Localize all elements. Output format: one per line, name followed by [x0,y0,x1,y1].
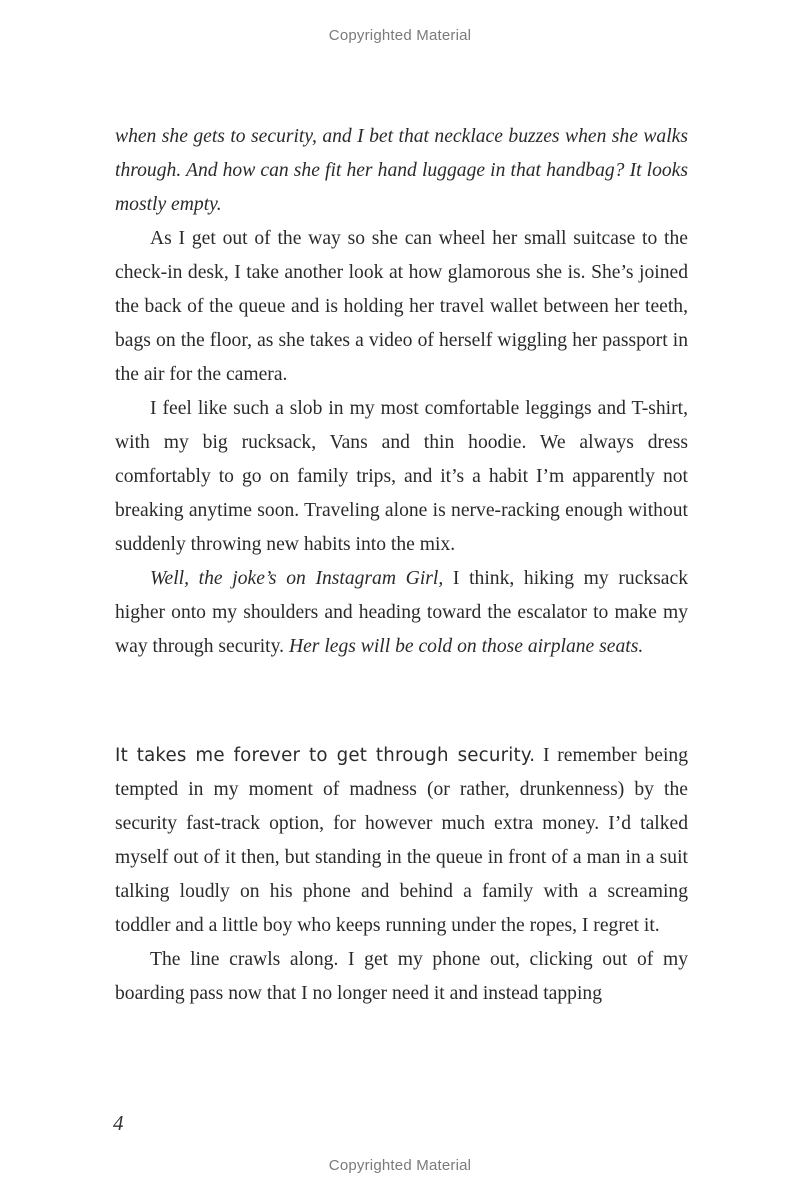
page-number: 4 [113,1111,124,1135]
paragraph-4 [115,562,688,664]
paragraph-1-italic: when she gets to security, and I bet that necklace buzzes when she walks through. And how can she fit her hand luggage in that handbag? It looks mostly empty. [115,126,688,215]
text-block-upper [115,120,688,664]
paragraph-6: The line crawls along. I get my phone out, clicking out of my boarding pass now that I no longer need it and instead tapping [115,949,688,1004]
paragraph-4-middle: I think, hiking my rucksack higher onto my shoulders and heading toward the escalator to make my way through security. [115,568,688,657]
paragraph-5 [115,739,688,943]
copyright-watermark-bottom: Copyrighted Material [328,1157,472,1174]
text-block-lower [115,739,688,1011]
copyright-watermark-top: Copyrighted Material [328,27,472,44]
paragraph-4-italic-start: Well, the joke’s on Instagram Girl, [150,568,444,589]
paragraph-5-rest: I remember being tempted in my moment of madness (or rather, drunkenness) by the security fast-track option, for however much extra money. I’d talked myself out of it then, but standing in the queue in front of a man in a suit talking loudly on his phone and behind a family with a screaming toddler and a little boy who keeps running under the ropes, I regret it. [115,745,688,936]
paragraph-2: As I get out of the way so she can wheel her small suitcase to the check-in desk, I take another look at how glamorous she is. She’s joined the back of the queue and is holding her travel wallet between her teeth, bags on the floor, as she takes a video of herself wiggling her passport in the air for the camera. [115,228,688,385]
paragraph-1 [115,120,688,222]
section-lead-in: It takes me forever to get through security. [115,745,536,766]
paragraph-4-italic-end: Her legs will be cold on those airplane seats. [288,636,644,657]
paragraph-3: I feel like such a slob in my most comfortable leggings and T-shirt, with my big rucksack, Vans and thin hoodie. We always dress comfortably to go on family trips, and it’s a habit I’m apparently not breaking anytime soon. Traveling alone is nerve-racking enough without suddenly throwing new habits into the mix. [115,398,688,555]
